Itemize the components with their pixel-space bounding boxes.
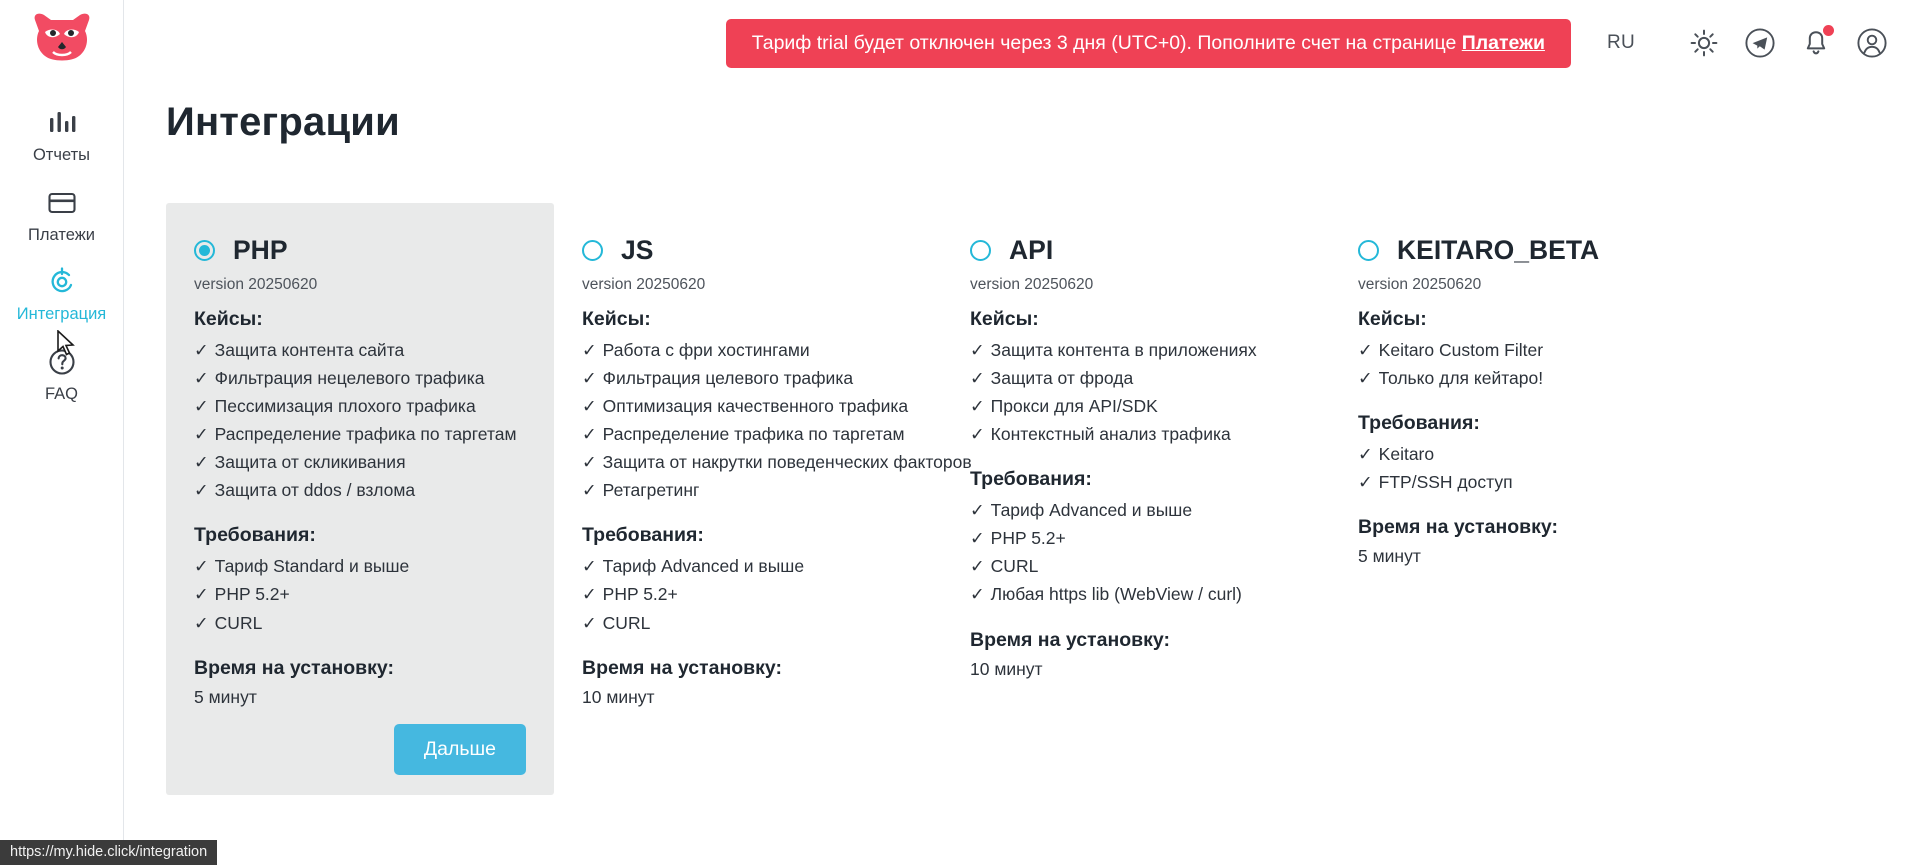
page [124,86,1919,795]
list-item-label: FTP/SSH доступ [1378,471,1513,492]
list-item [582,611,914,635]
check-icon: ✓ [194,556,209,577]
check-icon: ✓ [970,423,985,444]
card-title: API [1009,235,1054,265]
list-item-label: CURL [214,612,263,633]
sidebar-item-label: Отчеты [32,146,91,164]
list-item [1358,442,1690,466]
cases-heading: Кейсы: [1358,307,1427,330]
check-icon: ✓ [582,612,597,633]
list-item [582,422,914,446]
trial-alert-payments-link[interactable]: Платежи [1461,31,1545,54]
list-item [970,422,1302,446]
sidebar-item-label: Платежи [28,225,95,244]
requirements-heading: Требования: [582,524,704,547]
list-item-label: Пессимизация плохого трафика [214,395,476,416]
list-item-label: Фильтрация нецелевого трафика [214,367,485,388]
user-circle-icon[interactable] [1855,26,1889,60]
sidebar-item-platezhi[interactable] [0,174,124,254]
install-time-heading: Время на установку: [582,656,782,679]
install-time-value: 5 минут [1358,546,1421,567]
list-item [970,338,1302,362]
list-item [194,478,526,502]
list-item [1358,470,1690,494]
requirements-list [194,554,526,634]
sun-icon[interactable] [1687,26,1721,60]
integration-card-api[interactable] [942,203,1330,795]
integration-icon [45,265,79,299]
topbar [124,0,1919,86]
cases-heading: Кейсы: [194,307,263,330]
cases-heading: Кейсы: [582,307,651,330]
check-icon: ✓ [582,452,597,473]
status-bar-url: https://my.hide.click/integration [0,840,217,865]
integration-card-keitaro-beta[interactable] [1330,203,1718,795]
integrations-card-list [166,203,1919,795]
sidebar-item-label: Интеграция [16,305,107,323]
requirements-list [582,554,914,634]
check-icon: ✓ [1358,339,1373,360]
list-item-label: PHP 5.2+ [602,584,678,605]
radio-keitaro-beta[interactable] [1358,240,1379,261]
list-item [194,450,526,474]
trial-alert-banner [726,19,1571,68]
raccoon-logo-icon[interactable] [30,10,94,66]
sidebar-item-integratsiya[interactable] [0,253,124,333]
notification-badge [1823,25,1834,36]
list-item-label: Keitaro Custom Filter [1378,339,1544,360]
list-item-label: CURL [990,556,1039,577]
integration-card-js[interactable] [554,203,972,795]
list-item-label: Только для кейтаро! [1378,367,1544,388]
list-item [194,394,526,418]
list-item-label: PHP 5.2+ [214,584,290,605]
check-icon: ✓ [970,584,985,605]
check-icon: ✓ [582,367,597,388]
check-icon: ✓ [582,480,597,501]
card-header [1358,237,1690,264]
integration-card-php[interactable] [166,203,554,795]
list-item [194,611,526,635]
list-item [582,478,914,502]
sidebar [0,0,124,865]
cases-list [970,338,1302,447]
check-icon: ✓ [970,395,985,416]
check-icon: ✓ [194,452,209,473]
radio-php[interactable] [194,240,215,261]
check-icon: ✓ [194,339,209,360]
list-item-label: Любая https lib (WebView / curl) [990,584,1242,605]
list-item [582,450,972,474]
list-item-label: Оптимизация качественного трафика [602,395,909,416]
check-icon: ✓ [1358,443,1373,464]
check-icon: ✓ [582,395,597,416]
list-item-label: Контекстный анализ трафика [990,423,1231,444]
check-icon: ✓ [194,584,209,605]
check-icon: ✓ [582,339,597,360]
card-version: version 20250620 [582,275,706,293]
list-item-label: Защита от фрода [990,367,1134,388]
sidebar-item-faq[interactable] [0,333,124,413]
card-version: version 20250620 [1358,275,1482,293]
list-item-label: PHP 5.2+ [990,528,1066,549]
install-time-value: 10 минут [582,686,655,707]
check-icon: ✓ [970,339,985,360]
install-time-value: 10 минут [970,658,1043,679]
check-icon: ✓ [970,500,985,521]
telegram-icon[interactable] [1743,26,1777,60]
check-icon: ✓ [194,367,209,388]
list-item-label: Фильтрация целевого трафика [602,367,854,388]
check-icon: ✓ [1358,367,1373,388]
list-item-label: Защита от ddos / взлома [214,480,416,501]
list-item-label: Тариф Standard и выше [214,556,410,577]
list-item-label: Работа с фри хостингами [602,339,810,360]
check-icon: ✓ [970,367,985,388]
check-icon: ✓ [970,528,985,549]
check-icon: ✓ [194,423,209,444]
requirements-heading: Требования: [970,468,1092,491]
card-version: version 20250620 [194,275,318,293]
list-item [970,498,1302,522]
check-icon: ✓ [194,480,209,501]
requirements-heading: Требования: [194,524,316,547]
list-item-label: CURL [602,612,651,633]
card-version: version 20250620 [970,275,1094,293]
list-item [582,338,914,362]
list-item [970,582,1302,606]
content-area [124,0,1919,865]
check-icon: ✓ [970,556,985,577]
bell-icon[interactable] [1799,26,1833,60]
radio-js[interactable] [582,240,603,261]
language-switcher[interactable]: RU [1606,32,1635,53]
next-button[interactable]: Дальше [394,724,526,775]
list-item [194,422,526,446]
trial-alert-text: Тариф trial будет отключен через 3 дня (UTC+0). Пополните счет на странице [751,31,1462,54]
list-item [582,554,914,578]
check-icon: ✓ [582,584,597,605]
list-item [970,394,1302,418]
list-item [194,582,526,606]
list-item-label: Keitaro [1378,443,1435,464]
check-icon: ✓ [582,556,597,577]
list-item [970,366,1302,390]
check-icon: ✓ [1358,471,1373,492]
card-header [582,237,914,264]
list-item [1358,338,1690,362]
page-title: Интеграции [166,100,400,144]
list-item-label: Распределение трафика по таргетам [602,423,905,444]
sidebar-item-label: FAQ [44,384,78,403]
list-item [582,366,914,390]
cases-list [582,338,972,503]
radio-api[interactable] [970,240,991,261]
list-item-label: Защита контента сайта [214,339,405,360]
list-item-label: Ретагретинг [602,480,700,501]
cases-list [1358,338,1690,390]
list-item-label: Тариф Advanced и выше [990,500,1193,521]
list-item [582,394,914,418]
bar-chart-icon [45,106,79,140]
list-item [194,554,526,578]
install-time-heading: Время на установку: [970,628,1170,651]
card-header [194,237,526,264]
card-title: KEITARO_BETA [1397,235,1600,265]
list-item-label: Распределение трафика по таргетам [214,423,517,444]
cases-list [194,338,526,503]
cases-heading: Кейсы: [970,307,1039,330]
list-item [194,338,526,362]
list-item-label: Защита контента в приложениях [990,339,1257,360]
list-item [970,554,1302,578]
list-item [1358,366,1690,390]
check-icon: ✓ [582,423,597,444]
check-icon: ✓ [194,612,209,633]
check-icon: ✓ [194,395,209,416]
list-item-label: Тариф Advanced и выше [602,556,805,577]
install-time-value: 5 минут [194,686,257,707]
list-item [194,366,526,390]
card-icon [45,186,79,220]
card-title: JS [621,235,654,265]
card-title: PHP [233,235,288,265]
question-icon [45,345,79,379]
list-item-label: Защита от скликивания [214,452,406,473]
list-item [970,526,1302,550]
requirements-list [970,498,1302,607]
list-item [582,582,914,606]
card-header [970,237,1302,264]
requirements-heading: Требования: [1358,411,1480,434]
install-time-heading: Время на установку: [194,656,394,679]
install-time-heading: Время на установку: [1358,516,1558,539]
list-item-label: Прокси для API/SDK [990,395,1158,416]
list-item-label: Защита от накрутки поведенческих факторов [602,452,972,473]
requirements-list [1358,442,1690,494]
sidebar-item-otchety[interactable] [0,94,124,174]
